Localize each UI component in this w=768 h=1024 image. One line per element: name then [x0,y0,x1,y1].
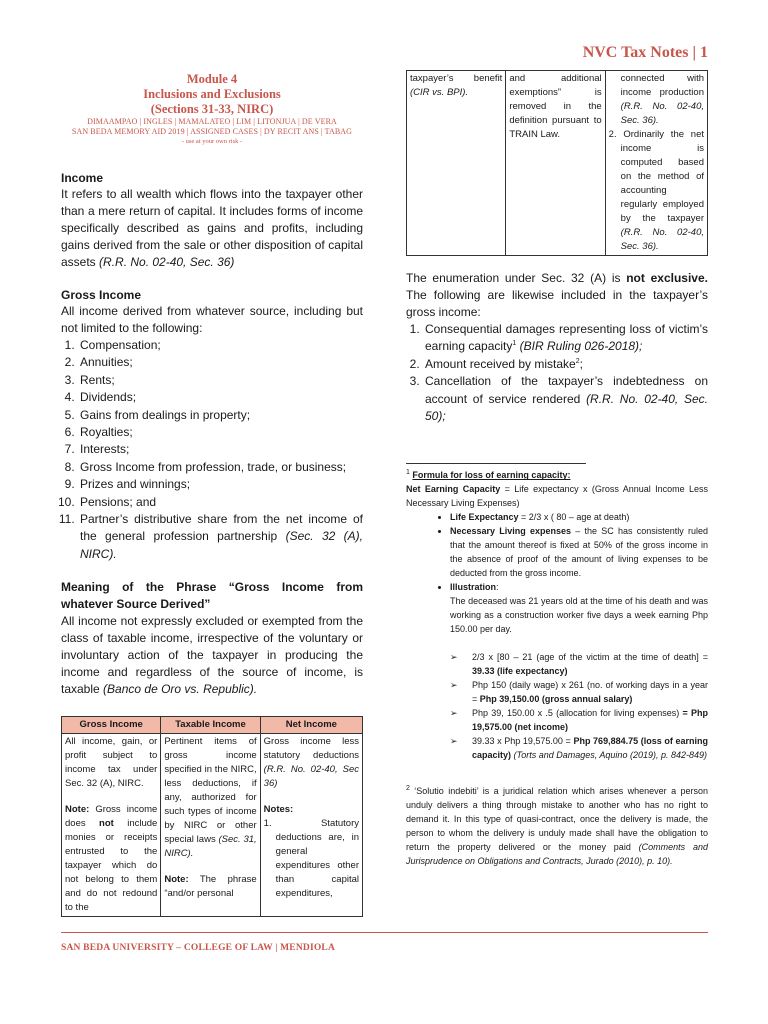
gross-income-list [61,337,363,563]
list-item: ➢ 2/3 x [80 – 21 (age of the victim at the time of death] = 39.33 (life expectancy) [450,652,708,677]
table-row [62,734,363,917]
module-sources: SAN BEDA MEMORY AID 2019 | ASSIGNED CASES | DY RECIT ANS | TABAG [71,127,353,136]
page-header-note: NVC Tax Notes | 1 [582,44,708,61]
list-item: 4. Dividends; [78,389,363,406]
list-item: 5. Gains from dealings in property; [78,407,363,424]
list-item: ➢ Php 39, 150.00 x .5 (allocation for living expenses) = Php 19,575.00 (net income) [450,708,708,733]
list-item: 3. Cancellation of the taxpayer’s indebtedness on account of service rendered (R.R. No. 02-40, Sec. 50); [423,373,708,425]
additional-income-list [406,321,708,425]
item11-citation: (Sec. 32 (A), NIRC). [80,529,363,561]
income-table-continued [406,70,708,256]
list-item: • Illustration: The deceased was 21 years old at the time of his death and was working as a construction worker five days a week earning Php 150.00 per day. [450,580,708,636]
list-item [78,511,363,563]
module-sections: (Sections 31-33, NIRC) [150,102,274,116]
gross-note: Note: Gross income does not include monies or receipts entrusted to the taxpayer which do not belong to them and do not redound to the [65,804,158,914]
list-item: 6. Royalties; [78,424,363,441]
col-header-gross: Gross Income [62,717,161,734]
module-heading [61,72,363,146]
list-item: 9. Prizes and winnings; [78,476,363,493]
cell-taxable-cont: and additional exemptions” is removed in the definition pursuant to TRAIN Law. [506,71,605,256]
arrow-bullet-icon: ➢ [450,736,458,747]
list-item: 7. Interests; [78,441,363,458]
item11-text: Partner’s distributive share from the net income of the general profession partnership [80,512,363,544]
cell-net-income: Gross income less statutory deductions (R.R. No. 02-40, Sec 36) Notes: 1. Statutory deductions are, in general expenditures other than capital expenditures, [260,734,362,917]
footnote-divider [406,463,586,464]
module-authors: DIMAAMPAO | INGLES | MAMALATEO | LIM | LITONJUA | DE VERA [87,117,337,126]
right-column [406,72,708,868]
enumeration-intro: The enumeration under Sec. 32 (A) is not exclusive. The following are likewise included in the taxpayer’s gross income: [406,271,708,319]
income-comparison-table [61,716,363,917]
footer-text: SAN BEDA UNIVERSITY – COLLEGE OF LAW | MENDIOLA [61,943,336,953]
cell-net-cont: connected with income production (R.R. No. 02-40, Sec. 36). 2. Ordinarily the net income is computed based on the method of accounting regularly employed by the taxpayer (R.R. No. 02-40, Sec. 36). [605,71,707,256]
arrow-bullet-icon: ➢ [450,708,458,719]
list-item: 10. Pensions; and [78,494,363,511]
left-column [61,72,363,917]
col-header-taxable: Taxable Income [161,717,260,734]
list-item: 1. Compensation; [78,337,363,354]
meaning-text [61,613,363,698]
income-citation: (R.R. No. 02-40, Sec. 36) [99,255,235,269]
list-item: • Necessary Living expenses – the SC has consistently ruled that the amount thereof is fixed at 50% of the gross income in the absence of proof of the amount of living expenses to be deducted from the gross income. [450,524,708,580]
list-item: • Life Expectancy = 2/3 x ( 80 – age at death) [450,510,708,524]
meaning-citation: (Banco de Oro vs. Republic). [103,682,258,697]
table-row [407,71,708,256]
list-item: ➢ Php 150 (daily wage) x 261 (no. of working days in a year = Php 39,150.00 (gross annual salary) [450,680,708,705]
module-number: Module 4 [186,72,238,86]
list-item: 3. Rents; [78,372,363,389]
list-item: 2. Annuities; [78,354,363,371]
cell-gross-income [62,734,161,917]
page-footer [61,932,708,1024]
cell-taxable-income: Pertinent items of gross income specified in the NIRC, less deductions, if any, authorized for such types of income by NIRC or other special laws (Sec. 31, NIRC). Note: The phrase “and/or personal [161,734,260,917]
gross-income-intro: All income derived from whatever source, including but not limited to the following: [61,304,363,335]
gross-income-heading: Gross Income [61,288,142,302]
income-text: It refers to all wealth which flows into the taxpayer other than a mere return of capital. It includes forms of income specifically described as gains and profits, including gains derived from the sale or other disposition of capital assets [61,187,363,269]
list-item: ➢ 39.33 x Php 19,575.00 = Php 769,884.75 (loss of earning capacity) (Torts and Damages, Aquino (2019), p. 842-849) [450,736,708,761]
income-definition [61,186,363,271]
module-disclaimer: - use at your own risk - [181,138,243,145]
module-title: Inclusions and Exclusions [143,87,281,101]
footnote-2: $^2$ ‘Solutio indebiti’ is a juridical relation which arises whenever a person unduly delivers a thing through mistake to another who has no right to demand it. In this type of quasi-contract, once the delivery is made, the person to whom the delivery is unduly made shall have the obligation to return the property delivered or the money paid (Comments and Jurisprudence on Obligations and Contracts, Jurado (2010), p. 10). [406,785,708,867]
footer-rule [61,932,708,933]
gross-def: All income, gain, or profit subject to income tax under Sec. 32 (A), NIRC. [65,736,158,790]
list-item: 8. Gross Income from profession, trade, or business; [78,459,363,476]
meaning-body: All income not expressly excluded or exempted from the class of taxable income, irrespective of the voluntary or involuntary action of the taxpayer in producing the income and regardless of the source of income, is taxable [61,614,363,697]
arrow-bullet-icon: ➢ [450,680,458,691]
list-item: 1. Consequential damages representing loss of victim’s earning capacity$^1$ (BIR Ruling 026-2018); [423,321,708,356]
arrow-bullet-icon: ➢ [450,652,458,663]
meaning-heading: Meaning of the Phrase “Gross Income from whatever Source Derived” [61,580,363,612]
cell-gross-cont: taxpayer’s benefit (CIR vs. BPI). [407,71,506,256]
taxable-note: Note: The phrase “and/or personal [164,874,257,900]
table-header-row [62,717,363,734]
list-item: 2. Amount received by mistake$^2$; [423,356,708,373]
col-header-net: Net Income [260,717,362,734]
income-heading: Income [61,171,104,185]
footnote-1: $^1$ Formula for loss of earning capacity: Net Earning Capacity = Life expectancy x (Gross Annual Income Less Necessary Living Expenses) • Life Expectancy = 2/3 x ( 80 – age at death) • Necessary Living expenses – the SC has consistently ruled that the amount thereof is fixed at 50% of the gross income in the absence of proof of the amount of living expenses to be deducted from the gross income. • Illustration: The deceased was 21 years old at the time of his death and was working as a construction worker five days a week earning Php 150.00 per day. ➢ 2/3 x [80 – 21 (age of the victim at the time of death] = 39.33 (life expectancy) ➢ Php 150 (daily wage) x 261 (no. of working days in a year = Php 39,150.00 (gross annual salary) ➢ Php 39, 150.00 x .5 (allocation for living expenses) = Php 19,575.00 (net income) ➢ 39.33 x Php 19,575.00 = Php 769,884.75 (loss of earning capacity) (Torts and Damages, Aquino (2019), p. 842-849) [406,468,708,762]
